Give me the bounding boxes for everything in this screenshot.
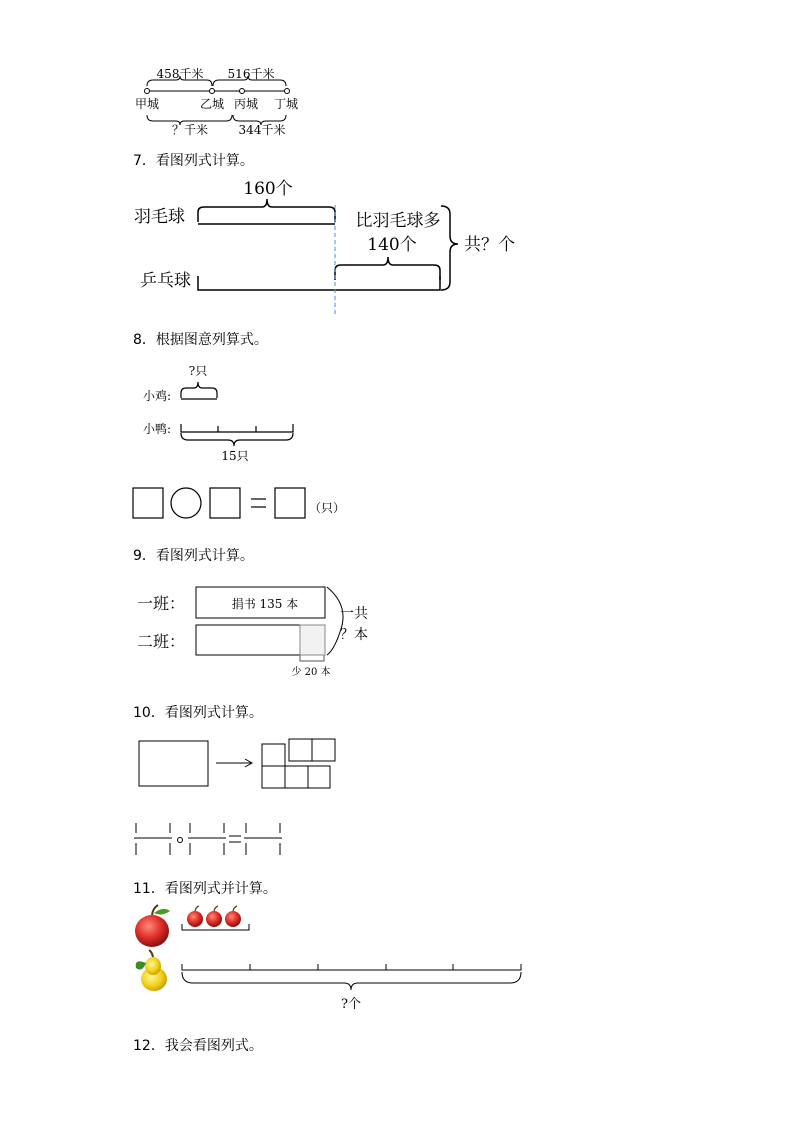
road-city-4: 丁城 (273, 97, 299, 111)
q9-less-label: 少 20 本 (291, 667, 331, 678)
q8-q-label: ?只 (188, 364, 208, 378)
road-below2-label: 344千米 (238, 123, 286, 137)
q11-pear-line (182, 964, 521, 970)
apple-row (187, 906, 241, 927)
q9-total-2: ？本 (340, 627, 368, 643)
q11-brace-total (182, 972, 521, 990)
q7-more-label: 比羽毛球多 (355, 211, 441, 231)
q8-row1-label: 小鸡: (143, 389, 172, 403)
q7-total: 共？个 (464, 235, 515, 255)
road-city-3: 丙城 (233, 97, 259, 111)
q9-row1-label: 一班： (137, 594, 186, 613)
q9-title: 9．看图列式计算。 (133, 548, 254, 564)
q10-title: 10．看图列式计算。 (133, 705, 263, 721)
apple-icon (135, 905, 170, 947)
q8-total: 15只 (221, 449, 249, 463)
q8-unit: （只） (309, 501, 346, 515)
road-city-2: 乙城 (199, 97, 225, 111)
road-seg1-label: 458千米 (156, 67, 204, 81)
small-apple-icon (225, 906, 241, 927)
q7-row2-label: 乒乓球 (140, 271, 191, 291)
road-seg2-label: 516千米 (227, 67, 275, 81)
small-apple-icon (206, 906, 222, 927)
q9-total-1: 一共 (340, 606, 368, 622)
road-city-1: 甲城 (134, 97, 160, 111)
q7-top-value: 160个 (243, 179, 293, 199)
q12-title: 12．我会看图列式。 (133, 1038, 263, 1054)
q8-row2-label: 小鸭: (143, 422, 172, 436)
q8-title: 8．根据图意列算式。 (133, 332, 268, 348)
q7-row1-label: 羽毛球 (134, 207, 185, 227)
q11-title: 11．看图列式并计算。 (133, 881, 277, 897)
road-below1-label: ？千米 (171, 123, 209, 137)
q7-more-value: 140个 (367, 235, 417, 255)
q11-total: ?个 (341, 997, 361, 1012)
q9-row2-label: 二班： (137, 632, 186, 651)
pear-icon (136, 950, 167, 991)
small-apple-icon (187, 906, 203, 927)
q9-bar-text: 捐书 135 本 (231, 597, 299, 611)
q7-title: 7．看图列式计算。 (133, 153, 254, 169)
